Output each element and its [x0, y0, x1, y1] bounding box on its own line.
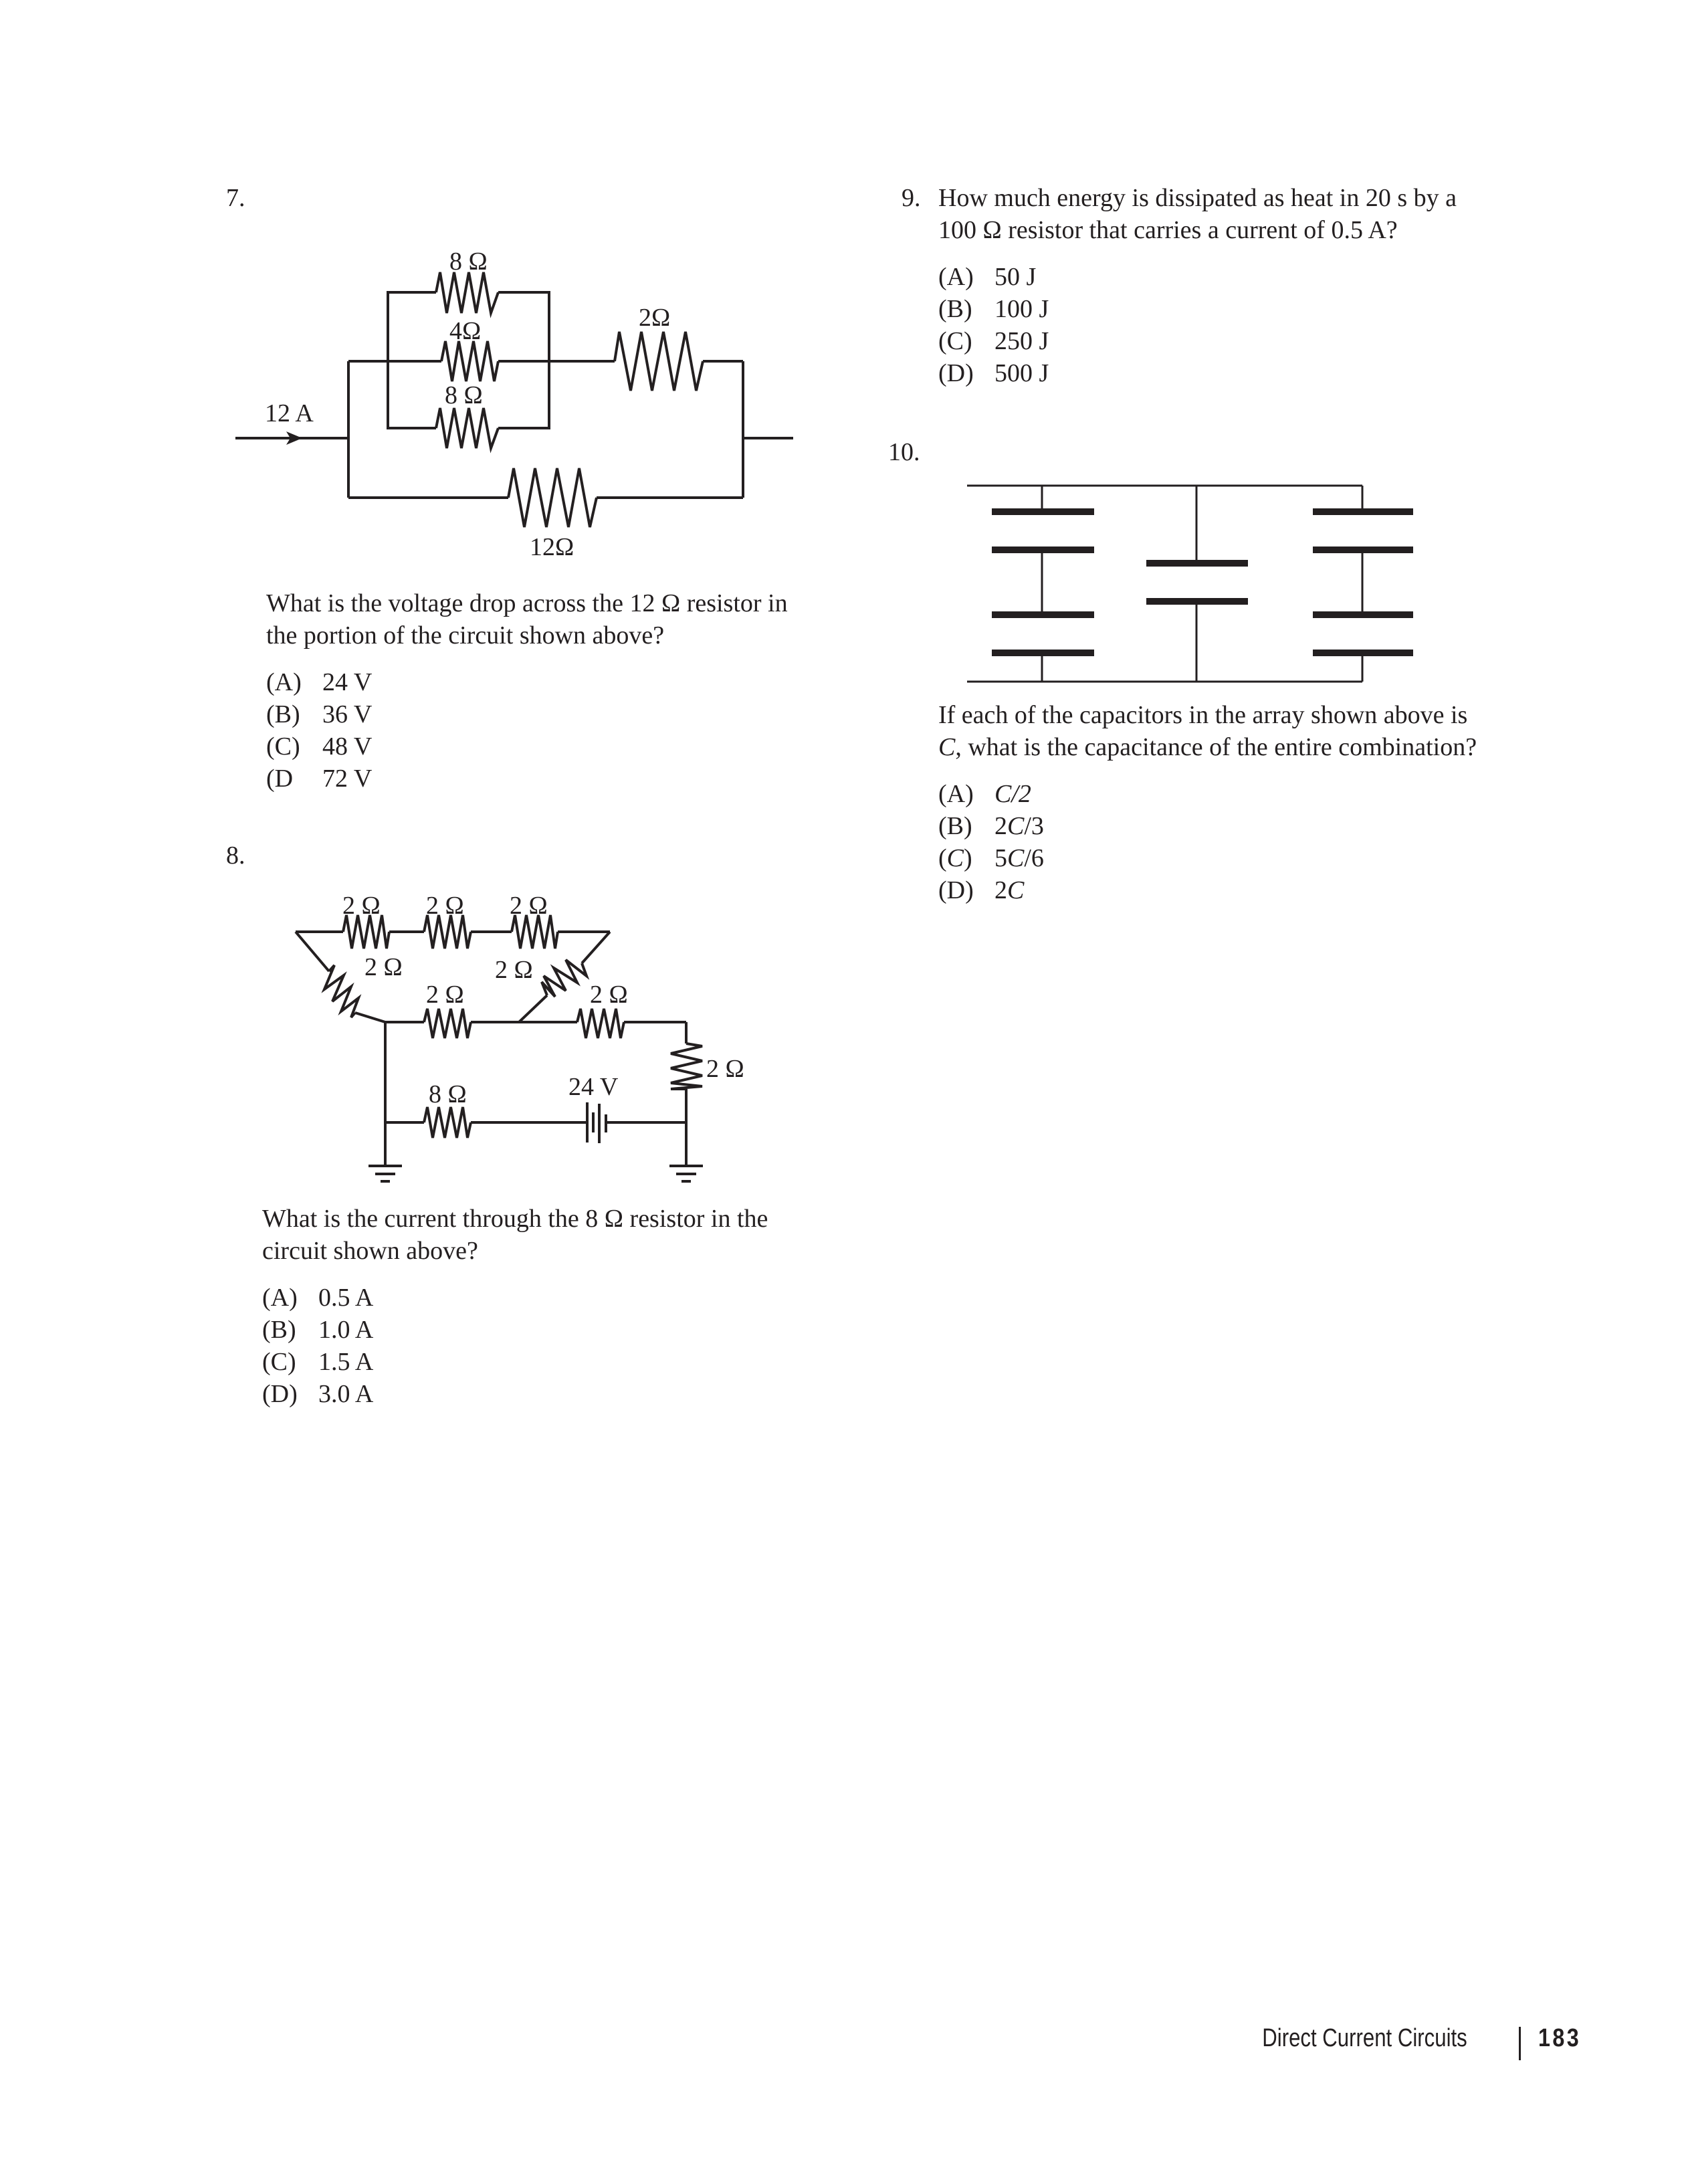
- option-label: (C): [262, 1348, 296, 1376]
- option-a[interactable]: [262, 1282, 768, 1314]
- option-label: (A): [938, 780, 974, 808]
- capacitor-plate: [992, 508, 1094, 515]
- option-d[interactable]: [262, 1378, 768, 1410]
- q7-current-label: 12 A: [265, 399, 314, 427]
- option-label: (B): [262, 1316, 296, 1344]
- option-value: 72 V: [322, 765, 373, 793]
- option-value: 48 V: [322, 732, 373, 761]
- option-label: (C): [266, 732, 300, 761]
- option-label: (C): [938, 844, 972, 872]
- q8-resistor-top-2: [424, 915, 471, 949]
- option-b[interactable]: [262, 1314, 768, 1346]
- capacitor-plate: [1313, 650, 1413, 656]
- option-label: (A): [938, 263, 974, 291]
- q8-label-top-2: 2 Ω: [426, 892, 464, 920]
- q7-label-8a: 8 Ω: [449, 247, 488, 276]
- option-b[interactable]: [938, 293, 1457, 325]
- q8-label-top-3: 2 Ω: [510, 892, 548, 920]
- q8-label-right-vertical: 2 Ω: [706, 1055, 744, 1083]
- option-value: 1.0 A: [318, 1316, 374, 1344]
- question-10-text: [938, 699, 1477, 763]
- question-text-line: C, what is the capacitance of the entire combination?: [938, 733, 1477, 761]
- option-label: (B): [938, 295, 972, 323]
- option-value: 3.0 A: [318, 1380, 374, 1408]
- option-a[interactable]: [938, 261, 1457, 293]
- option-label: (A): [262, 1284, 298, 1312]
- option-value: 24 V: [322, 668, 373, 696]
- capacitor-plate: [992, 611, 1094, 618]
- option-value: 50 J: [994, 263, 1037, 291]
- option-b[interactable]: [938, 810, 1477, 842]
- option-label: (B): [938, 812, 972, 840]
- option-value: 250 J: [994, 327, 1049, 355]
- q8-resistor-right-vertical: [671, 1044, 702, 1089]
- option-value: 2C: [994, 876, 1025, 904]
- footer-section-title: Direct Current Circuits: [1262, 2024, 1467, 2052]
- page-number: 183: [1538, 2024, 1582, 2052]
- option-value: 100 J: [994, 295, 1049, 323]
- option-label: (C): [938, 327, 972, 355]
- q8-ground-left-icon: [369, 1166, 402, 1181]
- footer-divider: [1519, 2027, 1521, 2060]
- q8-label-battery: 24 V: [568, 1073, 619, 1101]
- option-c[interactable]: [938, 842, 1477, 874]
- q8-label-mid-right: 2 Ω: [590, 981, 628, 1009]
- capacitor-plate: [1146, 598, 1248, 605]
- question-10-options: [938, 778, 1477, 906]
- question-9-text: [938, 182, 1457, 246]
- question-8-options: [262, 1282, 768, 1410]
- q8-label-mid-left: 2 Ω: [426, 981, 464, 1009]
- question-text-line: circuit shown above?: [262, 1237, 478, 1265]
- option-label: (D: [266, 765, 294, 793]
- option-c[interactable]: [938, 325, 1457, 357]
- capacitor-plate: [1313, 611, 1413, 618]
- question-text-line: What is the voltage drop across the 12 Ω resistor in: [266, 589, 788, 617]
- question-text-line: If each of the capacitors in the array shown above is: [938, 701, 1468, 729]
- option-value: 36 V: [322, 700, 373, 728]
- question-8-circuit-diagram: [0, 0, 869, 1204]
- question-7-number: 7.: [226, 184, 245, 212]
- question-9-number: 9.: [902, 184, 921, 212]
- capacitor-plate: [992, 547, 1094, 553]
- question-9-body: [938, 182, 1457, 389]
- option-value: 0.5 A: [318, 1284, 374, 1312]
- question-10-number: 10.: [888, 438, 920, 466]
- option-value: 500 J: [994, 359, 1049, 387]
- option-value: 5C/6: [994, 844, 1044, 872]
- question-text-line: How much energy is dissipated as heat in 20 s by a: [938, 184, 1457, 212]
- option-value: 2C/3: [994, 812, 1044, 840]
- question-text-line: 100 Ω resistor that carries a current of 0.5 A?: [938, 216, 1398, 244]
- q8-resistor-right-diag: [542, 960, 587, 997]
- question-text-line: the portion of the circuit shown above?: [266, 621, 665, 650]
- capacitor-plate: [992, 650, 1094, 656]
- q8-resistor-top-1: [343, 915, 389, 949]
- option-label: (D): [938, 876, 974, 904]
- q7-label-12: 12Ω: [530, 533, 574, 561]
- question-10-capacitor-diagram: [936, 462, 1471, 702]
- option-a[interactable]: [938, 778, 1477, 810]
- question-9-options: [938, 261, 1457, 389]
- q8-resistor-8: [424, 1107, 471, 1138]
- q7-label-4: 4Ω: [449, 317, 482, 345]
- q8-label-left-diag: 2 Ω: [364, 953, 403, 981]
- option-label: (B): [266, 700, 300, 728]
- question-8-text: [262, 1203, 768, 1267]
- option-c[interactable]: [262, 1346, 768, 1378]
- q7-label-2: 2Ω: [639, 304, 671, 332]
- capacitor-plate: [1313, 547, 1413, 553]
- q8-resistor-mid-right: [577, 1009, 624, 1038]
- option-label: (D): [262, 1380, 298, 1408]
- q7-label-8b: 8 Ω: [445, 381, 483, 409]
- option-value: C/2: [994, 780, 1031, 808]
- question-8-body: [262, 1203, 768, 1410]
- q8-label-8: 8 Ω: [429, 1080, 467, 1108]
- question-8-number: 8.: [226, 841, 245, 870]
- q8-battery-icon: [587, 1102, 606, 1143]
- option-d[interactable]: [938, 357, 1457, 389]
- question-10-body: [938, 699, 1477, 906]
- q8-label-top-1: 2 Ω: [342, 892, 381, 920]
- capacitor-plate: [1313, 508, 1413, 515]
- option-label: (D): [938, 359, 974, 387]
- question-text-line: What is the current through the 8 Ω resistor in the: [262, 1205, 768, 1233]
- footer-page-number-wrap: [1538, 2024, 1588, 2053]
- q8-label-right-diag: 2 Ω: [495, 956, 533, 984]
- option-d[interactable]: [938, 874, 1477, 906]
- q8-resistor-top-3: [512, 915, 558, 949]
- q8-resistor-mid-left: [424, 1009, 471, 1038]
- q8-resistor-left-diag: [324, 965, 358, 1017]
- option-value: 1.5 A: [318, 1348, 374, 1376]
- option-label: (A): [266, 668, 302, 696]
- capacitor-plate: [1146, 560, 1248, 567]
- q8-ground-right-icon: [669, 1166, 703, 1181]
